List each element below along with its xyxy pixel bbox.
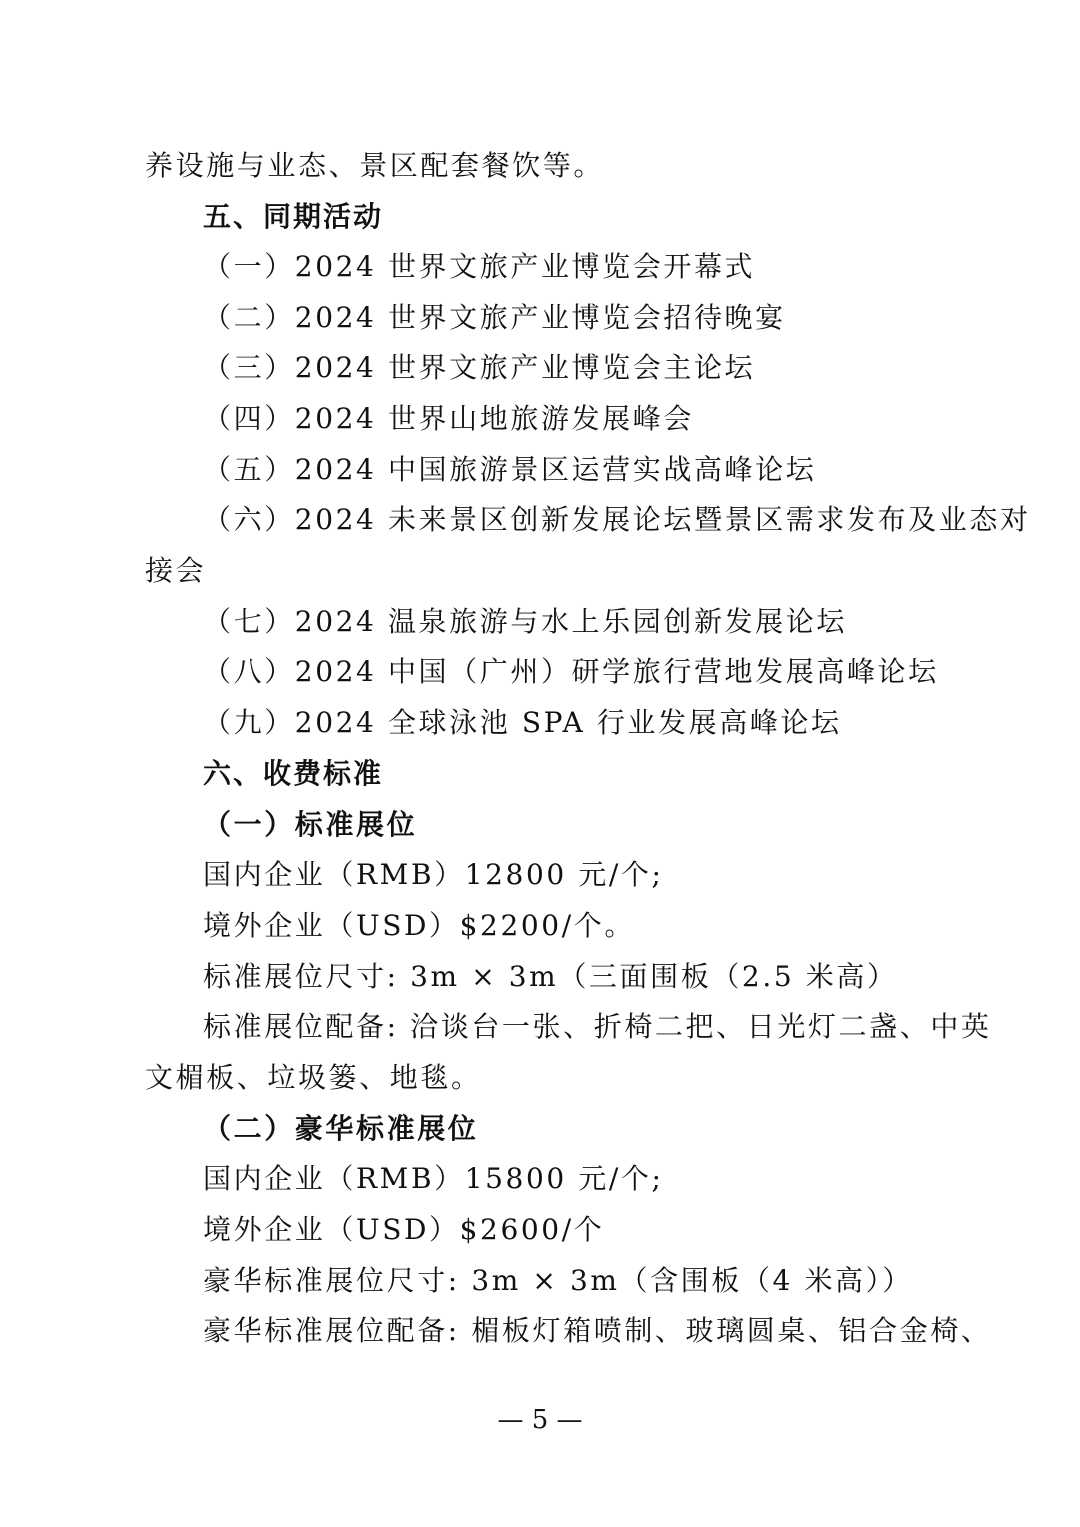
list-item: （八）2024 中国（广州）研学旅行营地发展高峰论坛 bbox=[203, 655, 939, 688]
booth-size-line: 标准展位尺寸: 3m × 3m（三面围板（2.5 米高） bbox=[203, 960, 898, 993]
subsection-heading: （二）豪华标准展位 bbox=[203, 1112, 479, 1145]
booth-size-line: 豪华标准展位尺寸: 3m × 3m（含围板（4 米高）） bbox=[203, 1264, 913, 1297]
list-item: （二）2024 世界文旅产业博览会招待晚宴 bbox=[203, 301, 786, 334]
page-number: — 5 — bbox=[497, 1405, 583, 1435]
booth-equipment-continuation: 文楣板、垃圾篓、地毯。 bbox=[145, 1061, 482, 1094]
list-item: （九）2024 全球泳池 SPA 行业发展高峰论坛 bbox=[203, 706, 842, 739]
section-heading-5: 五、同期活动 bbox=[203, 200, 384, 233]
list-item: （三）2024 世界文旅产业博览会主论坛 bbox=[203, 351, 756, 384]
fee-line: 境外企业（USD）$2600/个 bbox=[203, 1213, 605, 1246]
fee-line: 国内企业（RMB）12800 元/个; bbox=[203, 858, 664, 891]
booth-equipment-line: 豪华标准展位配备: 楣板灯箱喷制、玻璃圆桌、铝合金椅、 bbox=[203, 1314, 992, 1347]
section-heading-6: 六、收费标准 bbox=[203, 757, 384, 790]
fee-line: 国内企业（RMB）15800 元/个; bbox=[203, 1162, 664, 1195]
list-item: （六）2024 未来景区创新发展论坛暨景区需求发布及业态对 bbox=[203, 503, 1031, 536]
list-item: （四）2024 世界山地旅游发展峰会 bbox=[203, 402, 694, 435]
paragraph-continuation: 养设施与业态、景区配套餐饮等。 bbox=[145, 149, 605, 182]
list-item: （一）2024 世界文旅产业博览会开幕式 bbox=[203, 250, 756, 283]
list-item: （七）2024 温泉旅游与水上乐园创新发展论坛 bbox=[203, 605, 847, 638]
fee-line: 境外企业（USD）$2200/个。 bbox=[203, 909, 635, 942]
subsection-heading: （一）标准展位 bbox=[203, 808, 418, 841]
list-item-continuation: 接会 bbox=[145, 554, 207, 587]
list-item: （五）2024 中国旅游景区运营实战高峰论坛 bbox=[203, 453, 817, 486]
booth-equipment-line: 标准展位配备: 洽谈台一张、折椅二把、日光灯二盏、中英 bbox=[203, 1010, 992, 1043]
